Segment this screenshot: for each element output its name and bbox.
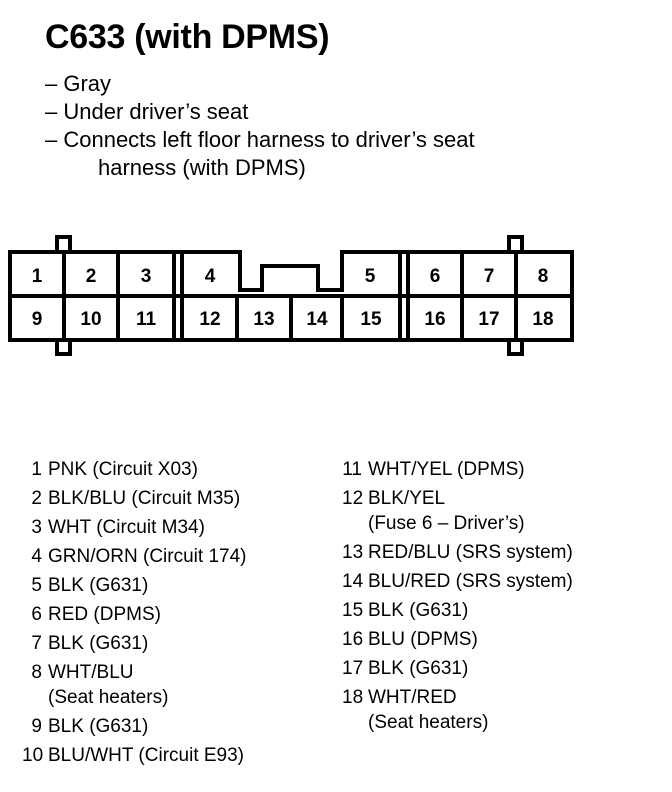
pin-description: WHT/YEL (DPMS)	[368, 459, 525, 480]
pin-number: 5	[31, 575, 42, 596]
note-connects-continuation: harness (with DPMS)	[98, 155, 306, 180]
pin-label-18: 18	[532, 309, 554, 330]
pin-entry-16	[342, 625, 573, 654]
pin-number: 3	[31, 517, 42, 538]
pin-entry-7	[22, 629, 246, 658]
pin-number: 8	[31, 662, 42, 683]
pin-label-14: 14	[306, 309, 328, 330]
pin-label-1: 1	[31, 266, 43, 287]
pin-description: BLK/YEL	[368, 488, 446, 509]
pin-number: 18	[342, 687, 364, 708]
pin-number: 13	[342, 542, 364, 563]
connector-diagram	[0, 228, 672, 358]
pin-description-note: (Seat heaters)	[48, 687, 169, 708]
pin-description: BLK (G631)	[368, 658, 469, 679]
pin-description: BLU/WHT (Circuit E93)	[48, 745, 245, 766]
pin-label-10: 10	[80, 309, 102, 330]
pin-label-2: 2	[85, 266, 97, 287]
pin-description: WHT (Circuit M34)	[48, 517, 205, 538]
pin-number: 16	[342, 629, 364, 650]
pin-label-6: 6	[429, 266, 441, 287]
pin-entry-4	[22, 542, 246, 571]
pin-description: BLK (G631)	[48, 716, 149, 737]
pin-number: 7	[31, 633, 42, 654]
pin-description: BLK (G631)	[48, 633, 149, 654]
pin-entry-10	[22, 741, 246, 770]
note-color: – Gray	[45, 71, 112, 96]
pin-description: RED (DPMS)	[48, 604, 161, 625]
pin-label-5: 5	[364, 266, 376, 287]
pin-number: 10	[22, 745, 44, 766]
pin-description: RED/BLU (SRS system)	[368, 542, 573, 563]
pin-number: 9	[31, 716, 42, 737]
pin-entry-18-note	[342, 708, 573, 737]
pin-number: 17	[342, 658, 364, 679]
pin-entry-5	[22, 571, 246, 600]
pin-entry-9	[22, 712, 246, 741]
pin-description: PNK (Circuit X03)	[48, 459, 198, 480]
pin-label-16: 16	[424, 309, 446, 330]
pin-entry-8-note	[22, 683, 246, 712]
pin-entry-1	[22, 455, 246, 484]
pin-number: 2	[31, 488, 42, 509]
pin-entry-13	[342, 538, 573, 567]
pin-number: 1	[31, 459, 42, 480]
note-connects: – Connects left floor harness to driver’s seat	[45, 127, 475, 152]
pin-description: WHT/BLU	[48, 662, 134, 683]
pin-label-15: 15	[360, 309, 382, 330]
pin-number: 15	[342, 600, 364, 621]
pin-label-11: 11	[135, 309, 157, 330]
pin-description-note: (Seat heaters)	[368, 712, 489, 733]
pin-list-right	[342, 455, 573, 737]
pin-label-12: 12	[199, 309, 221, 330]
pin-description: BLK (G631)	[368, 600, 469, 621]
pin-label-7: 7	[483, 266, 495, 287]
pin-entry-6	[22, 600, 246, 629]
pin-label-8: 8	[537, 266, 549, 287]
pin-description: BLU (DPMS)	[368, 629, 478, 650]
pin-number: 14	[342, 571, 364, 592]
pin-description: BLK (G631)	[48, 575, 149, 596]
pin-label-17: 17	[478, 309, 500, 330]
pin-number: 12	[342, 488, 364, 509]
pin-label-4: 4	[204, 266, 216, 287]
pin-label-9: 9	[31, 309, 43, 330]
pin-label-3: 3	[140, 266, 152, 287]
pin-entry-15	[342, 596, 573, 625]
pin-entry-12-note	[342, 509, 573, 538]
note-location: – Under driver’s seat	[45, 99, 249, 124]
pin-number: 4	[31, 546, 42, 567]
pin-number: 6	[31, 604, 42, 625]
pin-entry-11	[342, 455, 573, 484]
pin-entry-2	[22, 484, 246, 513]
pin-description-note: (Fuse 6 – Driver’s)	[368, 513, 525, 534]
pin-list-left	[22, 455, 246, 770]
pin-description: BLK/BLU (Circuit M35)	[48, 488, 241, 509]
pin-description: GRN/ORN (Circuit 174)	[48, 546, 247, 567]
pin-label-13: 13	[253, 309, 275, 330]
pin-description: BLU/RED (SRS system)	[368, 571, 573, 592]
pin-number: 11	[342, 459, 362, 480]
page-title: C633 (with DPMS)	[45, 18, 330, 56]
pin-entry-3	[22, 513, 246, 542]
connector-notes	[45, 70, 475, 182]
pin-entry-17	[342, 654, 573, 683]
pin-description: WHT/RED	[368, 687, 457, 708]
pin-entry-14	[342, 567, 573, 596]
